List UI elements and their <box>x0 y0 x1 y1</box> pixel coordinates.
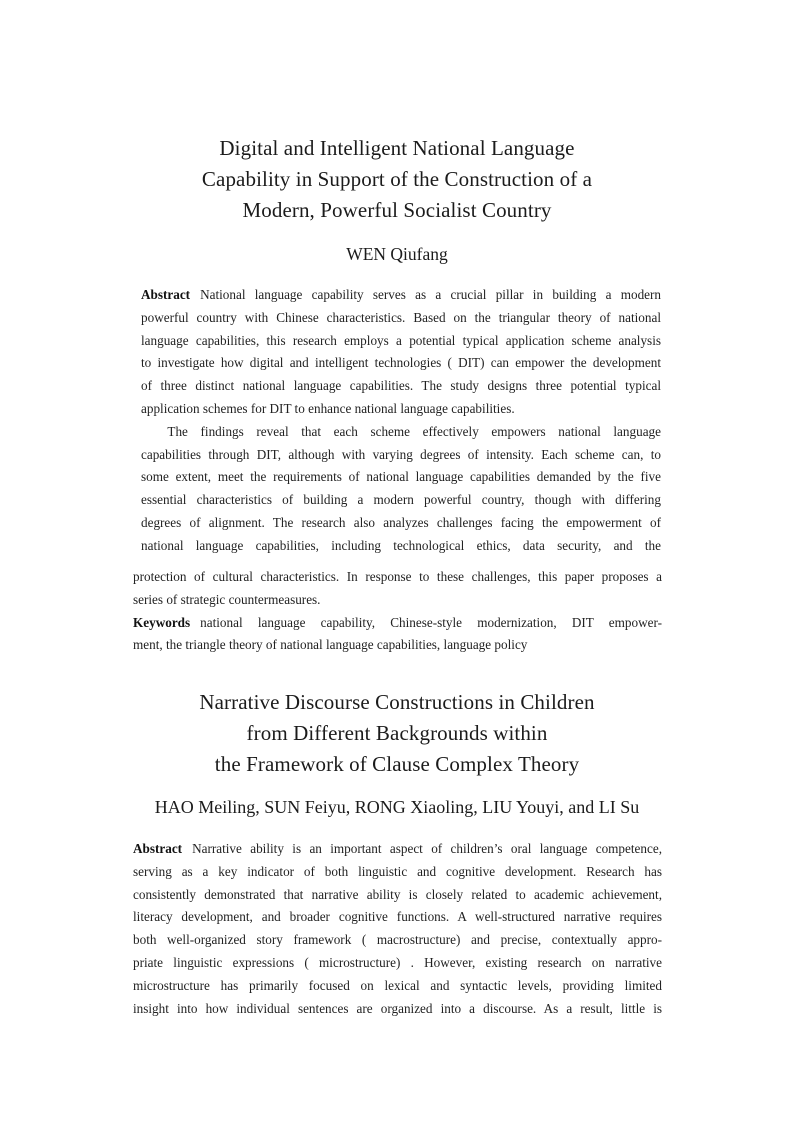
abstract-line: Abstract Narrative ability is an important aspect of children’s oral language competence, <box>133 841 662 856</box>
abstract-line: national language capabilities, including technological ethics, data security, and the <box>141 537 661 553</box>
abstract-label: Abstract <box>133 841 183 856</box>
article1-author: WEN Qiufang <box>346 244 448 264</box>
abstract-line: both well-organized story framework ( macrostructure) and precise, contextually appro- <box>133 932 662 948</box>
abstract-line: microstructure has primarily focused on lexical and syntactic levels, providing limited <box>133 977 662 993</box>
abstract-line: insight into how individual sentences are organized into a discourse. As a result, little is <box>133 1000 662 1016</box>
article2-abstract <box>133 838 662 1020</box>
abstract-line: powerful country with Chinese characteristics. Based on the triangular theory of national <box>141 309 661 325</box>
abstract-line: application schemes for DIT to enhance national language capabilities. <box>141 400 515 416</box>
abstract-line: series of strategic countermeasures. <box>133 591 321 607</box>
keywords-label: Keywords <box>133 614 191 630</box>
article2-authors: HAO Meiling, SUN Feiyu, RONG Xiaoling, LIU Youyi, and LI Su <box>154 797 640 817</box>
article1-title-line: Modern, Powerful Socialist Country <box>242 198 552 222</box>
article1-title-line: Capability in Support of the Construction of a <box>201 167 593 191</box>
article2-title <box>0 687 794 780</box>
abstract-line: The findings reveal that each scheme effectively empowers national language <box>167 423 661 439</box>
abstract-line: consistently demonstrated that narrative ability is closely related to academic achievement, <box>133 886 662 902</box>
article2-title-line: from Different Backgrounds within <box>246 721 548 745</box>
keywords-line: ment, the triangle theory of national language capabilities, language policy <box>133 637 528 653</box>
abstract-line: protection of cultural characteristics. In response to these challenges, this paper proposes a <box>133 569 662 584</box>
abstract-line: some extent, meet the requirements of national language capabilities demanded by the five <box>141 469 661 485</box>
abstract-line: Abstract National language capability serves as a crucial pillar in building a modern <box>141 287 661 302</box>
abstract-line: serving as a key indicator of both linguistic and cognitive development. Research has <box>133 863 662 879</box>
article2-title-line: Narrative Discourse Constructions in Children <box>199 690 595 714</box>
article2-title-line: the Framework of Clause Complex Theory <box>214 752 580 776</box>
article1-abstract <box>141 284 661 558</box>
abstract-label: Abstract <box>141 287 191 302</box>
abstract-line: to investigate how digital and intelligent technologies ( DIT) can empower the development <box>141 355 661 371</box>
abstract-line: degrees of alignment. The research also analyzes challenges facing the empowerment of <box>141 514 661 530</box>
article1-title <box>0 133 794 226</box>
abstract-line: of three distinct national language capabilities. The study designs three potential typical <box>141 378 661 394</box>
article1-abstract-continuation <box>133 566 662 657</box>
abstract-line: priate linguistic expressions ( microstructure) . However, existing research on narrative <box>133 954 662 970</box>
keywords-line: Keywords national language capability, Chinese-style modernization, DIT empower- <box>133 614 662 630</box>
article1-title-line: Digital and Intelligent National Language <box>219 136 575 160</box>
abstract-line: capabilities through DIT, although with varying degrees of intensity. Each scheme can, to <box>141 446 661 462</box>
abstract-line: language capabilities, this research employs a potential typical application scheme analysis <box>141 332 661 348</box>
abstract-line: literacy development, and broader cognitive functions. A well-structured narrative requires <box>133 909 662 925</box>
abstract-line: essential characteristics of building a modern powerful country, though with differing <box>141 492 661 508</box>
